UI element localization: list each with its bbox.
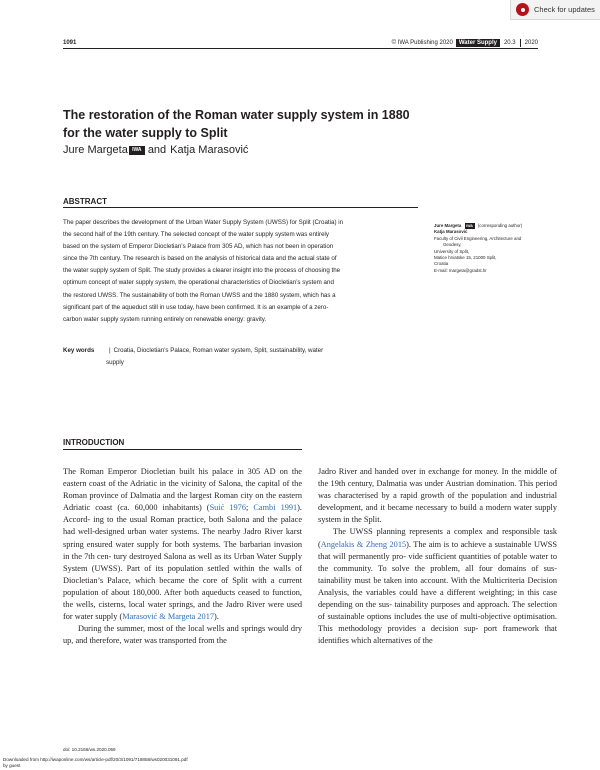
text-line: The UWSS planning represents a complex and: [333, 527, 499, 537]
text-line: system in the Split.: [318, 515, 382, 525]
affiliation-email: E-mail: margeta@gradst.hr: [434, 267, 487, 273]
text-line: The Roman Emperor Diocletian built his palace in 305: [63, 467, 261, 476]
text-line: growth of the population and industrial development, and: [318, 491, 558, 513]
text-line: were used for water supply (: [63, 600, 302, 622]
text-line: and the largest Roman city on the eastern Adriatic coast: [63, 491, 302, 513]
affiliation-line: Matice hrvatske 15, 21000 Split,: [434, 255, 497, 261]
text-line: for both systems. The barbarian invasion in the 7th cen-: [63, 539, 302, 561]
corresponding-note: (corresponding author): [477, 223, 523, 228]
text-line: Supply System (UWSS). Part of its population settled: [63, 551, 302, 573]
running-header: [63, 37, 538, 48]
journal-info: [392, 39, 538, 47]
text-line: (ca. 60,000 inhabitants) (: [117, 503, 210, 513]
copyright: © IWA Publishing 2020: [391, 39, 453, 46]
text-line: AD on the eastern coast of the Adriatic in the vicinity: [63, 467, 302, 489]
title-line: The restoration of the Roman water supply system in 1880: [63, 108, 410, 122]
text-line: sustainable options includes the use of multi-objective: [327, 612, 511, 622]
keywords-line: supply: [106, 359, 124, 366]
text-line: tury destroyed Salona as well as its Urban Water: [113, 551, 277, 561]
text-line: Multicriteria Decision Analysis, the variables could have: [318, 575, 557, 597]
download-line: by guest: [3, 762, 21, 768]
affiliation-line: Croatia: [434, 261, 449, 267]
abstract-rule: [63, 207, 418, 208]
author-name: Jure Margeta: [63, 144, 128, 156]
doi-line: doi: 10.2166/ws.2020.059: [63, 747, 116, 752]
text-line: ). The aim is: [406, 539, 450, 549]
title-line: for the water supply to Split: [63, 126, 228, 140]
citation-link[interactable]: Angelakis & Zheng 2015: [320, 539, 407, 549]
abstract-line: the water supply system of Split. The study provides a clearer insight into the process of choosing the: [63, 267, 341, 275]
citation-link[interactable]: Cambi 1991: [253, 503, 298, 513]
keywords-line: Croatia, Diocletian’s Palace, Roman water system, Split, sustainability, water: [113, 347, 324, 354]
keywords: [63, 345, 418, 369]
keywords-values: [106, 345, 323, 369]
body-column-right: [318, 466, 557, 647]
header-rule: [63, 48, 538, 49]
text-line: it became necessary to build a modern water supply: [380, 503, 558, 513]
text-line: wells, cisterns, local water springs, and the Jadro River: [76, 600, 265, 610]
text-line: community. To solve the problem, all four domains of sus-: [333, 563, 558, 573]
affiliation-author: Katja Marasović: [434, 229, 468, 235]
text-line: would dry up, and therefore, water was transported from the: [63, 624, 302, 646]
text-line: vide sufficient quantities of potable water to the: [318, 551, 557, 573]
keywords-label: Key words: [63, 347, 95, 354]
abstract-heading: ABSTRACT: [63, 197, 107, 206]
introduction-rule: [63, 449, 302, 450]
text-line: within the walls of Diocletian’s Palace, which became: [63, 563, 303, 585]
abstract-line: the restored UWSS. The sustainability of both the Roman UWSS and the 1880 system, which has a: [63, 291, 336, 299]
text-line: domination. This period was characterised by a rapid: [318, 479, 557, 501]
author-list: [63, 144, 248, 156]
text-line: middle of the 19th century, Dalmatia was under Austrian: [318, 467, 557, 489]
text-line: During the summer, most of the local wells and springs: [78, 624, 266, 634]
text-line: ).: [214, 612, 219, 622]
text-line: port framework that identifies which alternatives of the: [318, 624, 557, 646]
abstract-line: since the 7th century. The research is based on the analysis of historical data and the actual state of: [63, 255, 337, 263]
text-line: a different weighting; in this case depending on the sus-: [318, 587, 557, 610]
citation-link[interactable]: Marasović & Margeta 2017: [122, 612, 214, 622]
citation-link[interactable]: Suić 1976: [209, 503, 246, 513]
journal-name: Water Supply: [456, 39, 500, 47]
page-number: 1091: [63, 39, 77, 46]
affiliation-block: [434, 223, 554, 274]
text-line: tainability purposes and approach. The selection of: [318, 600, 557, 622]
download-note: [3, 757, 188, 768]
text-line: optimisation. This methodology provides a decision sup-: [318, 612, 557, 634]
crossmark-icon: [516, 3, 529, 16]
iwa-member-badge: IWA: [129, 146, 145, 155]
paragraph: [63, 466, 302, 623]
abstract-line: The paper describes the development of the Urban Water Supply System (UWSS) for Split (Croatia) in: [63, 219, 344, 226]
abstract-line: the second half of the 19th century. The selected concept of the water supply system was entirely: [63, 231, 329, 239]
paragraph: [318, 526, 557, 647]
abstract-line: optimum concept of water supply system, the operational characteristics of Diocletian’s system and: [63, 279, 334, 287]
text-line: ;: [245, 503, 254, 513]
text-line: responsible task (: [318, 527, 557, 549]
affiliation-author: Jure Margeta: [434, 223, 462, 228]
text-line: of Salona, the capital of the Roman province of Dalmatia: [63, 479, 302, 501]
body-column-left: [63, 466, 302, 647]
text-line: 180,000. After both aqueducts ceased to function, the: [63, 587, 303, 610]
text-line: ing to the usual Roman practice, both Salona and the: [93, 515, 278, 525]
text-line: Jadro River and handed over in exchange for money. In the: [318, 467, 522, 476]
affiliation-line: University of Split,: [434, 248, 470, 254]
affiliation-line: Geodesy,: [443, 242, 462, 248]
text-line: tainability must be taken into account. With the: [318, 575, 481, 585]
iwa-member-badge: IWA: [466, 224, 473, 228]
text-line: ). Accord-: [63, 503, 303, 525]
text-line: nearby Jadro River karst spring ensured water supply: [63, 527, 303, 549]
check-for-updates-button[interactable]: [510, 0, 600, 20]
abstract-line: significant part of the aqueduct still in use today, have been confirmed. It is an example of a zero-: [63, 303, 329, 311]
author-name: Katja Marasović: [170, 144, 249, 156]
abstract-line: based on the system of Emperor Diocletian’s Palace from 305 AD, which has not been in operation: [63, 243, 334, 251]
keywords-separator: |: [109, 347, 111, 354]
text-line: the core of Split with a current population of about: [63, 575, 303, 597]
author-conjunction: and: [147, 144, 167, 156]
article-title: [63, 106, 463, 142]
check-for-updates-label: Check for updates: [534, 5, 595, 14]
abstract-line: carbon water supply system running entirely on renewable energy: gravity.: [63, 315, 267, 323]
volume-issue: 20.3: [503, 39, 516, 46]
paragraph: [318, 466, 557, 526]
paragraph: [63, 623, 302, 647]
text-line: palace had well-designed urban water systems. The: [63, 515, 302, 537]
text-line: to achieve a sustainable UWSS that will permanently pro-: [318, 539, 557, 561]
download-line: Downloaded from http://iwaponline.com/ws/article-pdf/20/3/1091/718858/ws020031091.pdf: [3, 757, 188, 762]
affiliation-line: Faculty of Civil Engineering, Architecture and: [434, 235, 522, 241]
header-separator: [520, 39, 521, 47]
abstract-body: [63, 217, 418, 326]
journal-year: 2020: [524, 39, 538, 46]
introduction-heading: INTRODUCTION: [63, 438, 125, 447]
